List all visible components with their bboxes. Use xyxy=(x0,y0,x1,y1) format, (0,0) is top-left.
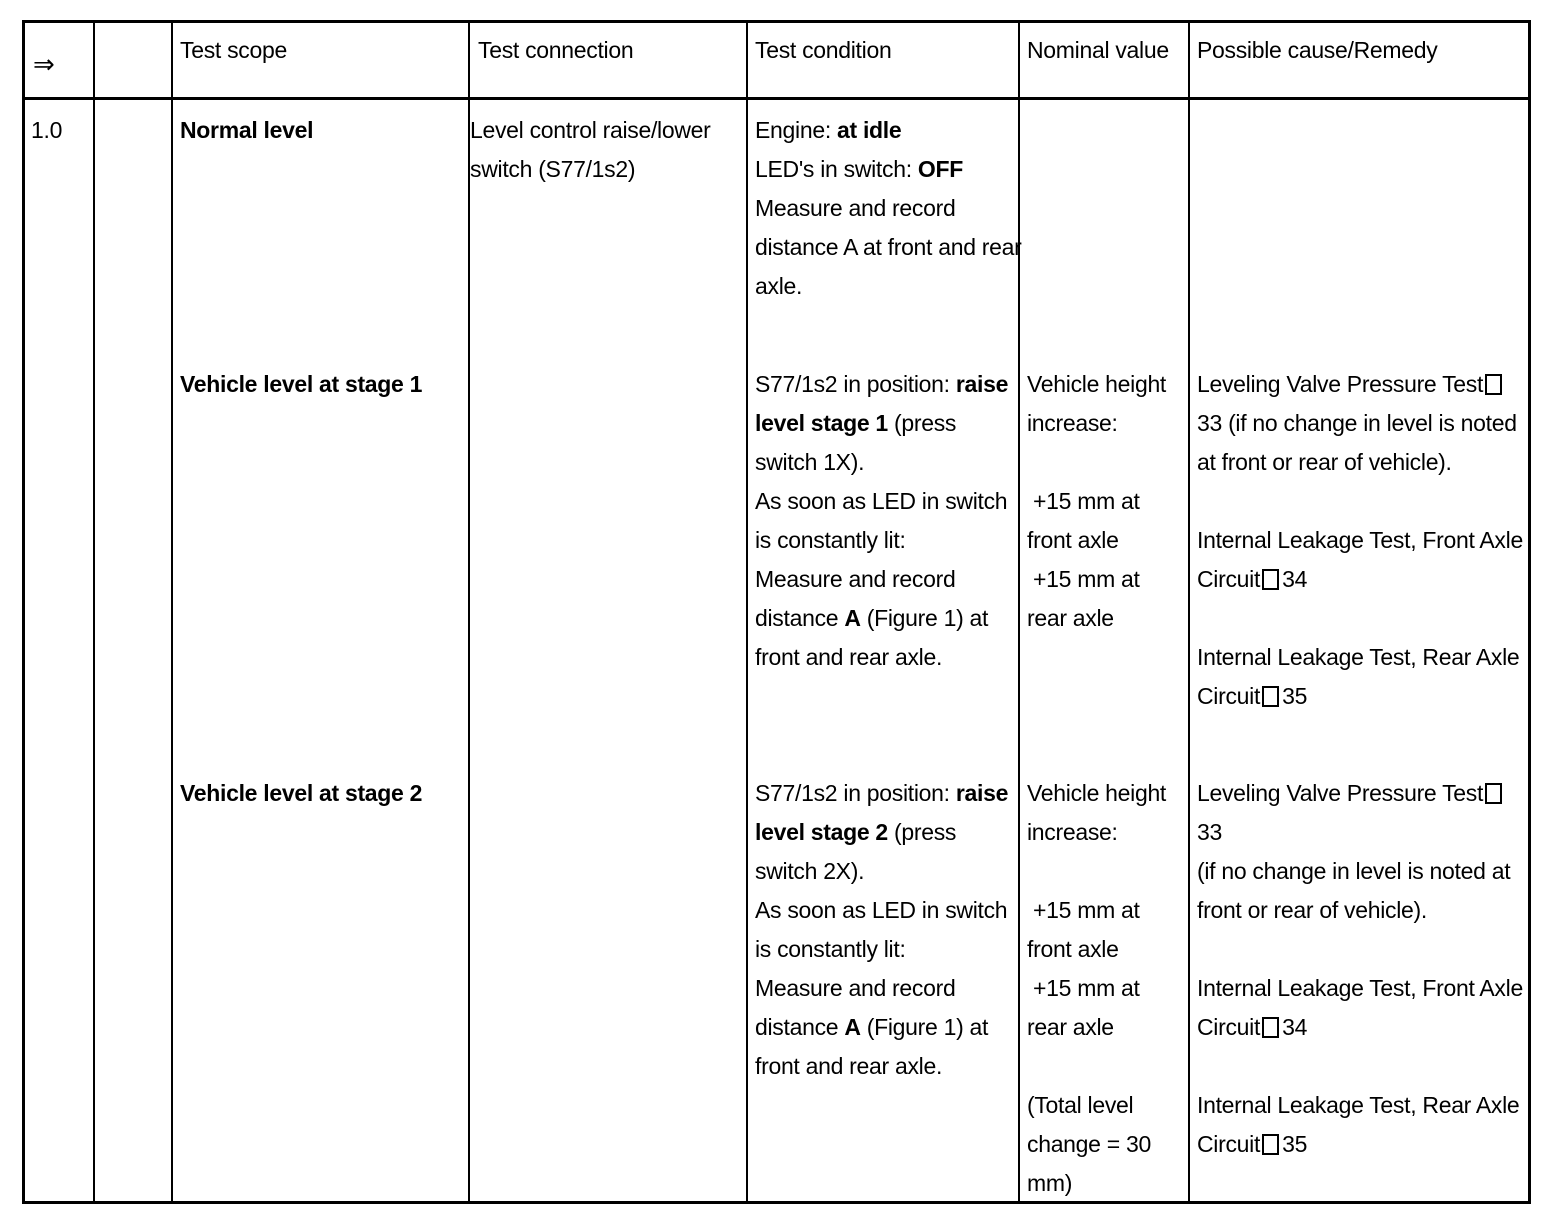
remedy-text: Circuit xyxy=(1197,683,1261,709)
remedy-text: Circuit xyxy=(1197,1014,1261,1040)
condition-line xyxy=(755,774,1008,813)
remedy-ref: 34 xyxy=(1282,1014,1308,1040)
condition-text: (press xyxy=(887,410,957,436)
spacer xyxy=(1197,930,1523,969)
column-divider xyxy=(746,23,748,1201)
test-table xyxy=(22,20,1531,1204)
remedy-line: Internal Leakage Test, Front Axle xyxy=(1197,975,1523,1001)
remedy-line: 33 (if no change in level is noted xyxy=(1197,410,1517,436)
condition-line: Measure and record xyxy=(755,566,956,592)
condition-bold: A xyxy=(844,1014,861,1040)
condition-bold: level stage 2 xyxy=(755,819,888,845)
condition-line: As soon as LED in switch xyxy=(755,897,1008,923)
header-test-condition: Test condition xyxy=(755,37,892,63)
reference-box-icon xyxy=(1262,686,1279,707)
remedy-text: Leveling Valve Pressure Test xyxy=(1197,371,1484,397)
column-divider xyxy=(93,23,95,1201)
column-divider xyxy=(1188,23,1190,1201)
column-divider xyxy=(171,23,173,1201)
condition-normal-level xyxy=(755,111,1022,306)
condition-line: front and rear axle. xyxy=(755,644,943,670)
condition-line xyxy=(755,404,1008,443)
nominal-line: Vehicle height xyxy=(1027,780,1167,806)
condition-value: at idle xyxy=(837,117,902,143)
condition-line xyxy=(755,150,1022,189)
condition-line: Measure and record xyxy=(755,195,956,221)
spacer xyxy=(1197,599,1523,638)
reference-box-icon xyxy=(1262,569,1279,590)
arrow-header: ⇒ xyxy=(33,49,55,79)
nominal-stage-2 xyxy=(1027,774,1166,1203)
row-number: 1.0 xyxy=(31,117,63,143)
remedy-line: Internal Leakage Test, Front Axle xyxy=(1197,527,1523,553)
remedy-ref: 34 xyxy=(1282,566,1308,592)
reference-box-icon xyxy=(1262,1017,1279,1038)
header-test-scope: Test scope xyxy=(180,37,287,63)
remedy-line xyxy=(1197,1008,1523,1047)
condition-line: switch 2X). xyxy=(755,858,865,884)
remedy-stage-2 xyxy=(1197,774,1523,1164)
condition-bold: raise xyxy=(955,371,1009,397)
condition-line: axle. xyxy=(755,273,803,299)
condition-text: distance xyxy=(755,605,845,631)
condition-line: is constantly lit: xyxy=(755,936,906,962)
scope-stage-1: Vehicle level at stage 1 xyxy=(180,371,423,397)
reference-box-icon xyxy=(1485,374,1502,395)
remedy-line: front or rear of vehicle). xyxy=(1197,897,1427,923)
condition-value: OFF xyxy=(917,156,963,182)
condition-label: LED's in switch: xyxy=(755,156,918,182)
condition-bold: raise xyxy=(955,780,1009,806)
reference-box-icon xyxy=(1262,1134,1279,1155)
remedy-text: Circuit xyxy=(1197,1131,1261,1157)
condition-text: (press xyxy=(887,819,957,845)
remedy-line xyxy=(1197,560,1523,599)
nominal-line: +15 mm at xyxy=(1033,488,1140,514)
column-divider xyxy=(468,23,470,1201)
remedy-line: Internal Leakage Test, Rear Axle xyxy=(1197,644,1520,670)
nominal-line: front axle xyxy=(1027,527,1119,553)
remedy-line: (if no change in level is noted at xyxy=(1197,858,1511,884)
nominal-line: change = 30 xyxy=(1027,1131,1151,1157)
remedy-line: Internal Leakage Test, Rear Axle xyxy=(1197,1092,1520,1118)
header-nominal-value: Nominal value xyxy=(1027,37,1169,63)
nominal-line: +15 mm at xyxy=(1033,897,1140,923)
condition-line: is constantly lit: xyxy=(755,527,906,553)
condition-line xyxy=(755,1008,1008,1047)
remedy-line: 33 xyxy=(1197,819,1222,845)
condition-text: S77/1s2 in position: xyxy=(755,780,956,806)
condition-bold: level stage 1 xyxy=(755,410,888,436)
condition-line xyxy=(755,111,1022,150)
reference-box-icon xyxy=(1485,783,1502,804)
remedy-line: at front or rear of vehicle). xyxy=(1197,449,1452,475)
nominal-line: rear axle xyxy=(1027,605,1114,631)
nominal-line: mm) xyxy=(1027,1170,1073,1196)
condition-line: front and rear axle. xyxy=(755,1053,943,1079)
header-possible-cause: Possible cause/Remedy xyxy=(1197,37,1438,63)
remedy-ref: 35 xyxy=(1282,683,1308,709)
remedy-line xyxy=(1197,1125,1523,1164)
condition-line: distance A at front and rear xyxy=(755,234,1022,260)
condition-text: S77/1s2 in position: xyxy=(755,371,956,397)
remedy-line xyxy=(1197,677,1523,716)
condition-label: Engine: xyxy=(755,117,837,143)
condition-line xyxy=(755,599,1008,638)
condition-line: switch 1X). xyxy=(755,449,865,475)
condition-stage-2 xyxy=(755,774,1008,1086)
condition-bold: A xyxy=(844,605,861,631)
nominal-line: increase: xyxy=(1027,410,1118,436)
remedy-line xyxy=(1197,774,1523,813)
scope-stage-2: Vehicle level at stage 2 xyxy=(180,780,423,806)
connection-switch xyxy=(470,111,711,189)
nominal-line: Vehicle height xyxy=(1027,371,1167,397)
nominal-line: +15 mm at xyxy=(1033,566,1140,592)
nominal-line: +15 mm at xyxy=(1033,975,1140,1001)
spacer xyxy=(1027,443,1166,482)
condition-line xyxy=(755,365,1008,404)
condition-text: (Figure 1) at xyxy=(860,605,989,631)
spacer xyxy=(1027,852,1166,891)
header-test-connection: Test connection xyxy=(478,37,634,63)
nominal-line: front axle xyxy=(1027,936,1119,962)
remedy-text: Leveling Valve Pressure Test xyxy=(1197,780,1484,806)
remedy-line xyxy=(1197,365,1523,404)
remedy-text: Circuit xyxy=(1197,566,1261,592)
condition-text: (Figure 1) at xyxy=(860,1014,989,1040)
spacer xyxy=(1197,482,1523,521)
nominal-line: increase: xyxy=(1027,819,1118,845)
remedy-stage-1 xyxy=(1197,365,1523,716)
condition-text: distance xyxy=(755,1014,845,1040)
remedy-ref: 35 xyxy=(1282,1131,1308,1157)
header-divider xyxy=(25,97,1528,100)
condition-line xyxy=(755,813,1008,852)
condition-stage-1 xyxy=(755,365,1008,677)
condition-line: As soon as LED in switch xyxy=(755,488,1008,514)
connection-line: switch (S77/1s2) xyxy=(470,156,636,182)
condition-line: Measure and record xyxy=(755,975,956,1001)
nominal-line: rear axle xyxy=(1027,1014,1114,1040)
spacer xyxy=(1027,1047,1166,1086)
nominal-stage-1 xyxy=(1027,365,1166,638)
spacer xyxy=(1197,1047,1523,1086)
nominal-line: (Total level xyxy=(1027,1092,1134,1118)
connection-line: Level control raise/lower xyxy=(470,117,711,143)
scope-normal-level: Normal level xyxy=(180,117,314,143)
